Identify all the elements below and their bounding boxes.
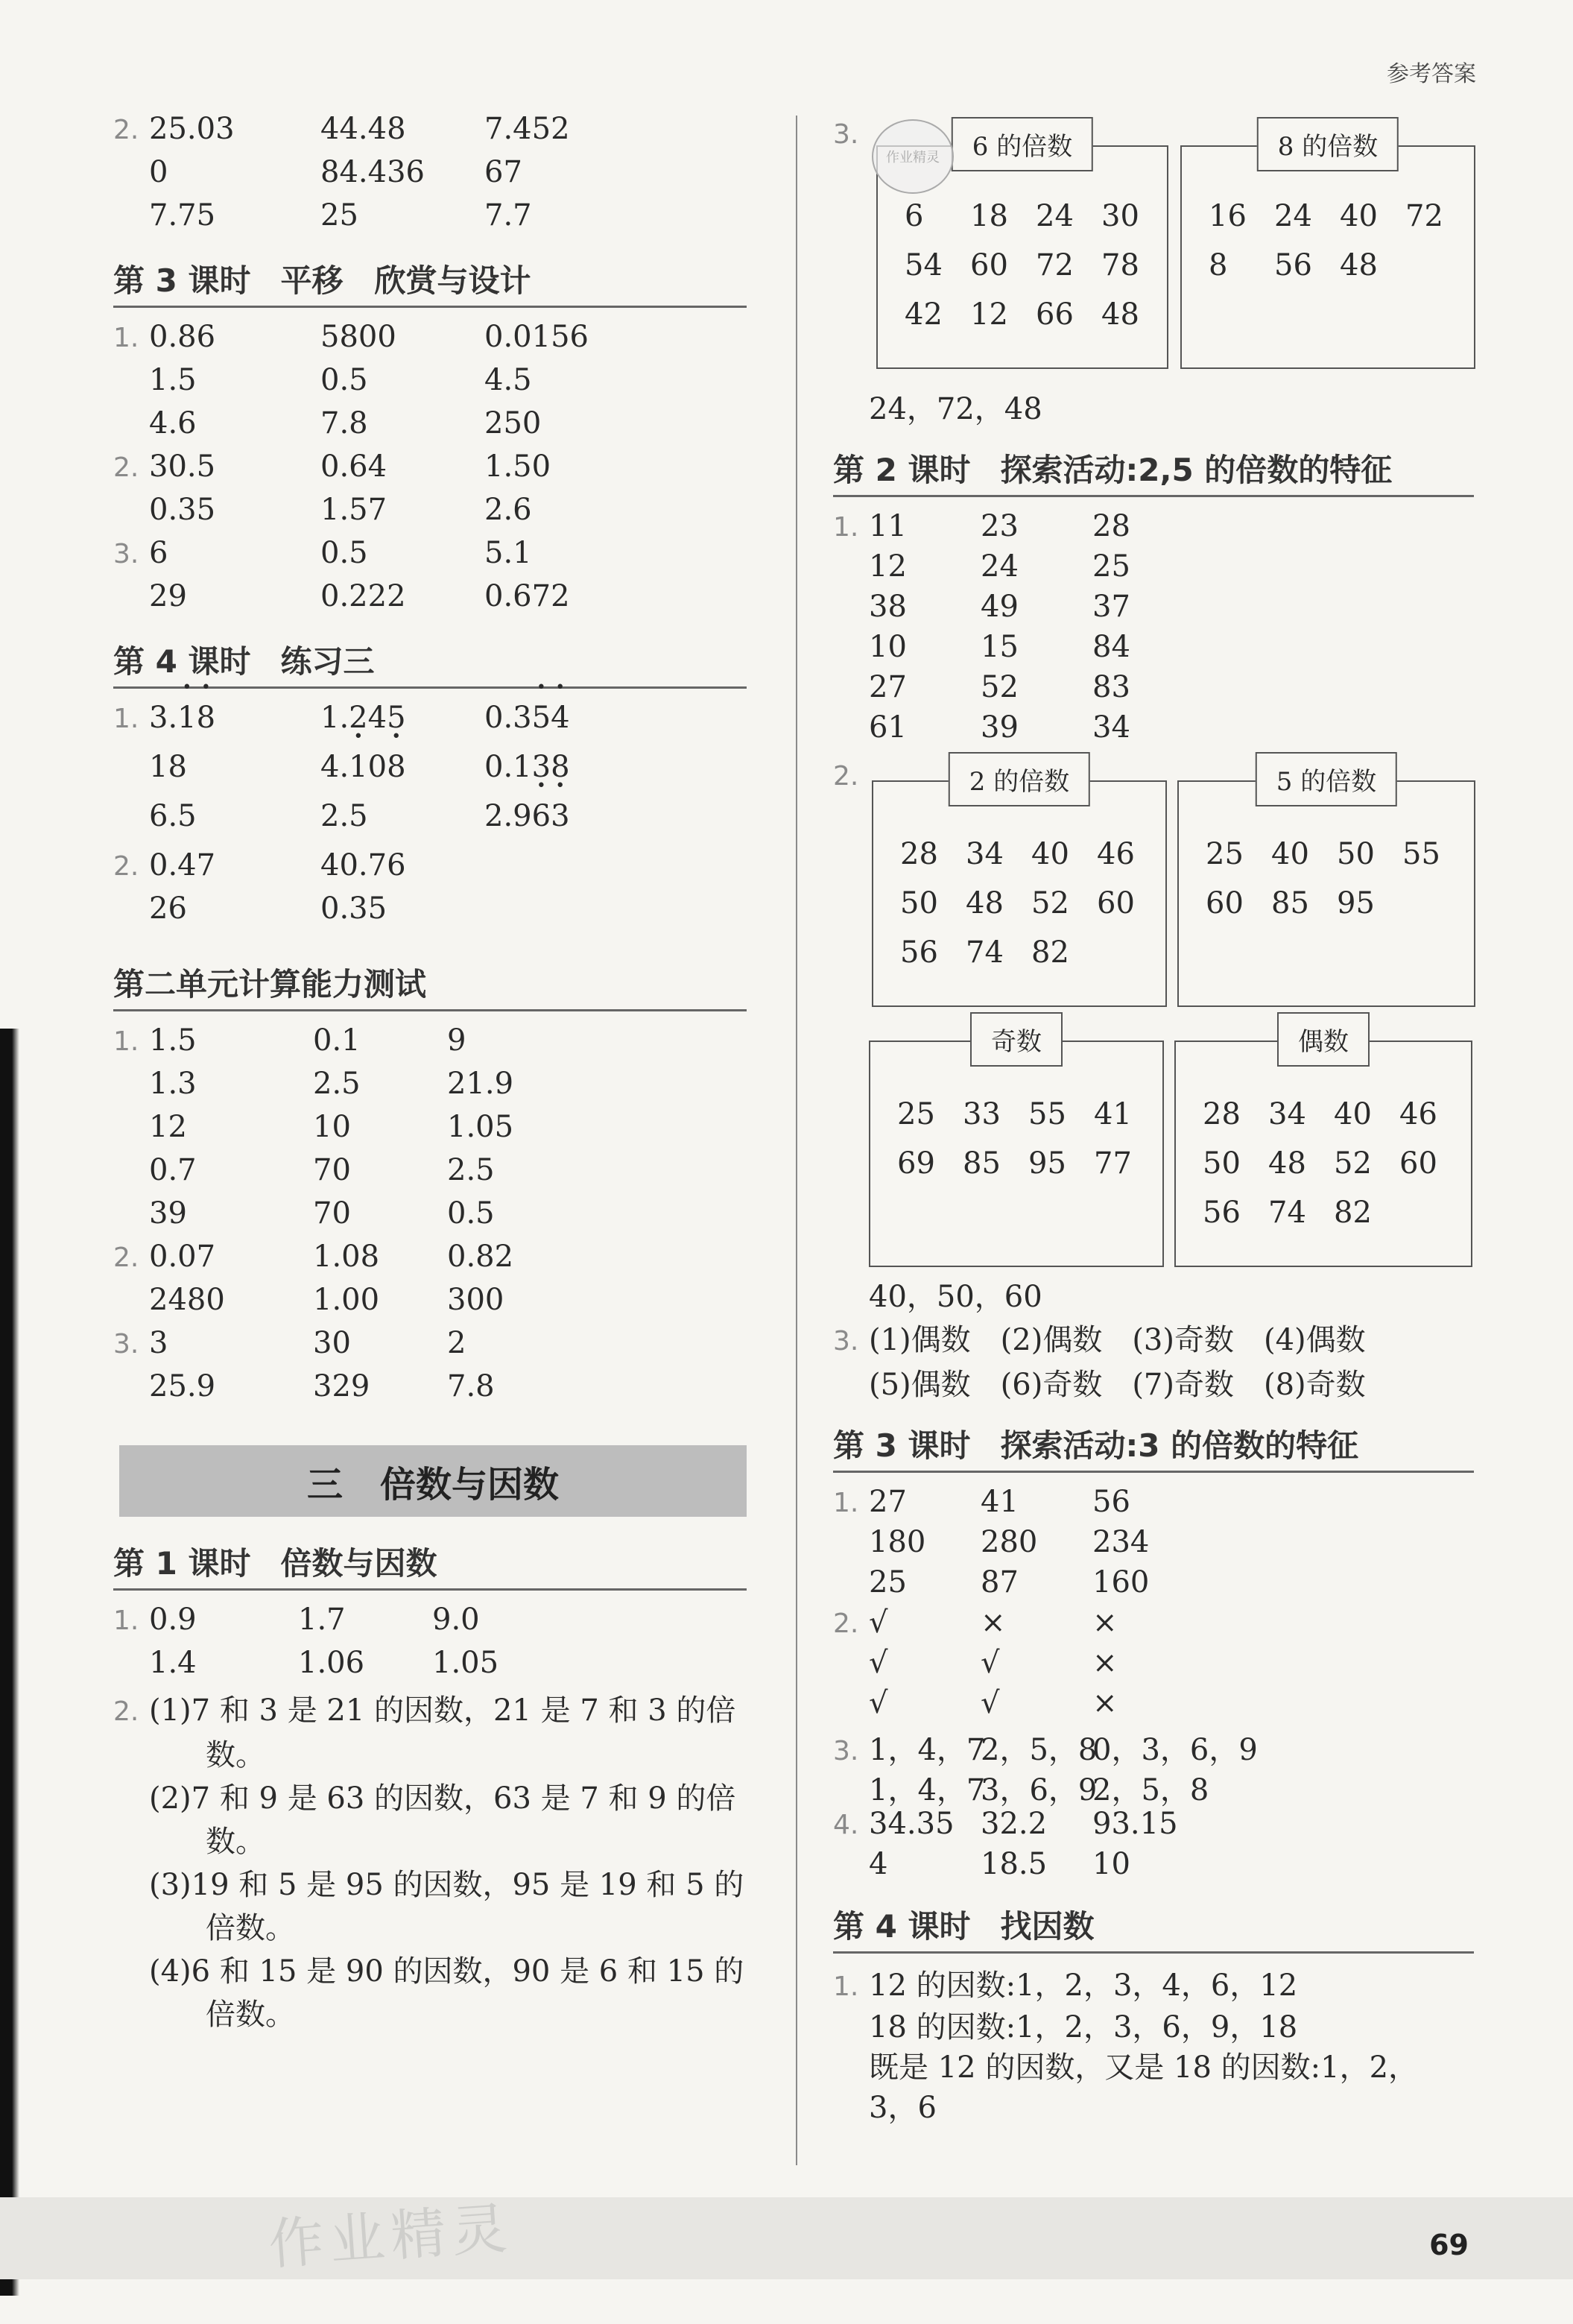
repeating-digit: • 8 <box>387 750 405 784</box>
answer-row: 26 0.35 <box>149 891 387 926</box>
section-title-unit2-test: 第二单元计算能力测试 <box>113 960 747 1011</box>
answer-row: 180 280 234 <box>869 1525 1150 1559</box>
answer-row: 3. 6 0.5 5.1 <box>113 536 532 570</box>
answer-paragraph-cont: 倍数。 <box>206 1998 295 2032</box>
footer-strip <box>0 2197 1573 2279</box>
answer-row: 4.6 7.8 250 <box>149 406 542 441</box>
answer-paragraph: (4)6 和 15 是 90 的因数，90 是 6 和 15 的 <box>149 1954 744 1989</box>
lesson3-right-answers <box>833 1485 1474 1887</box>
repeating-digit: • 6 <box>532 799 551 833</box>
answer-row: 2480 1.00 300 <box>149 1283 504 1317</box>
answer-row: 38 49 37 <box>869 590 1130 624</box>
lesson4-right-answers: 1. 12 的因数:1，2，3，4，6，12 18 的因数:1，2，3，6，9，18 既是 12 的因数，又是 18 的因数:1，2， 3，6 <box>833 1968 1419 2125</box>
section-title-lesson1: 第 1 课时 倍数与因数 <box>113 1539 747 1591</box>
common-multiples: 24，72，48 <box>869 392 1042 426</box>
answer-paragraph-cont: 倍数。 <box>206 1911 295 1945</box>
box-label: 6 的倍数 <box>952 117 1093 171</box>
answer-row: 61 39 34 <box>869 710 1130 745</box>
box-even-numbers: 偶数 28 34 40 46 50 48 52 60 56 74 82 <box>1174 1041 1472 1267</box>
box-multiples-of-2: 2 的倍数 28 34 40 46 50 48 52 60 56 74 82 <box>872 780 1167 1007</box>
section-title-lesson2: 第 2 课时 探索活动:2,5 的倍数的特征 <box>833 446 1474 497</box>
unit2-test-answers <box>113 1023 747 1412</box>
parity-boxes: 2. 2 的倍数 28 34 40 46 50 48 52 60 56 74 82 5 的倍数 25 40 50 55 60 85 95 奇数 25 33 55 41 69 85 95 77 偶数 28 34 40 46 50 48 52 60 56 74 82 <box>833 754 1474 1275</box>
box-multiples-of-5: 5 的倍数 25 40 50 55 60 85 95 <box>1177 780 1475 1007</box>
lesson1-answers <box>113 1603 747 2036</box>
answer-row: 12 24 25 <box>869 549 1130 584</box>
answer-row: 39 70 0.5 <box>149 1196 495 1231</box>
answer-row: 6.5 2.5 2.9• 6• 3 <box>113 799 747 848</box>
section-title-lesson4: 第 4 课时 练习三 <box>113 637 747 689</box>
answer-row: 7.75 25 7.7 <box>149 198 532 233</box>
answer-row: 2. 0.07 1.08 0.82 <box>113 1240 514 1274</box>
answer-row: 4. 34.35 32.2 93.15 <box>833 1807 1178 1841</box>
box-multiples-of-8: 8 的倍数 16 24 40 72 8 56 48 <box>1180 145 1475 369</box>
footer-watermark: 作业精灵 <box>266 2196 516 2278</box>
box-multiples-of-6: 6 的倍数 6 18 24 30 54 60 72 78 42 12 66 48 <box>876 145 1168 369</box>
answer-row: 3. 3 30 2 <box>113 1326 466 1360</box>
answer-row: 1，4，7 3，6，9 2，5，8 <box>869 1773 1209 1807</box>
left-column <box>113 112 747 2036</box>
answer-row: 2. √ × × <box>833 1605 1118 1640</box>
answer-row: 18 4.• 10• 8 0.138 <box>113 750 747 799</box>
answer-row: 10 15 84 <box>869 630 1130 664</box>
answer-row: 1. 27 41 56 <box>833 1485 1130 1519</box>
repeating-digit: • 1 <box>349 750 367 784</box>
answer-paragraph: (2)7 和 9 是 63 的因数，63 是 7 和 9 的倍 <box>149 1781 736 1816</box>
answer-row: √ √ × <box>869 1646 1118 1680</box>
intro-answers <box>113 112 747 241</box>
answer-row: 1. 1.5 0.1 9 <box>113 1023 466 1058</box>
answer-paragraph-cont: 数。 <box>206 1738 265 1772</box>
scan-edge-shadow <box>0 1029 19 2296</box>
answer-row: 12 10 1.05 <box>149 1110 514 1144</box>
section-title-lesson3-right: 第 3 课时 探索活动:3 的倍数的特征 <box>833 1421 1474 1473</box>
repeating-digit: • 3 <box>551 799 569 833</box>
page-number: 69 <box>1429 2229 1469 2261</box>
watermark-stamp: 作业精灵 <box>872 119 954 194</box>
answer-row: 1.5 0.5 4.5 <box>149 363 532 397</box>
answer-paragraph: (3)19 和 5 是 95 的因数，95 是 19 和 5 的 <box>149 1868 744 1902</box>
answer-row: 1. 0.9 1.7 9.0 <box>113 1603 480 1637</box>
repeating-digit: • 5 <box>532 701 551 735</box>
section-title-lesson3: 第 3 课时 平移 欣赏与设计 <box>113 256 747 308</box>
answer-row: 1. 11 23 28 <box>833 509 1130 543</box>
header-label: 参考答案 <box>1387 61 1476 87</box>
answer-row: 2. 25.03 44.48 7.452 <box>113 112 570 146</box>
answer-row: 3. 1，4，7 2，5，8 0，3，6，9 <box>833 1733 1258 1767</box>
common-multiples-2-5: 40，50，60 <box>869 1280 1042 1314</box>
answer-row: 1.4 1.06 1.05 <box>149 1646 499 1680</box>
answer-row: 29 0.222 0.672 <box>149 579 570 613</box>
answer-row: 0.7 70 2.5 <box>149 1153 495 1187</box>
answer-row: 4 18.5 10 <box>869 1847 1130 1881</box>
right-column <box>833 112 1474 2128</box>
unit-banner: 三 倍数与因数 <box>119 1445 747 1517</box>
answer-row: 1. 0.86 5800 0.0156 <box>113 320 589 354</box>
repeating-digit: • 4 <box>551 701 569 735</box>
answer-row: 1.3 2.5 21.9 <box>149 1067 514 1101</box>
answer-row: 2. 30.5 0.64 1.50 <box>113 449 551 484</box>
answer-row: √ √ × <box>869 1686 1118 1720</box>
question-number: 3. <box>833 119 859 150</box>
section-title-lesson4-right: 第 4 课时 找因数 <box>833 1902 1474 1954</box>
answer-row: 0.35 1.57 2.6 <box>149 493 532 527</box>
answer-row: 25.9 329 7.8 <box>149 1369 495 1403</box>
answer-row: 0 84.436 67 <box>149 155 522 189</box>
lesson2-answers <box>833 509 1474 751</box>
answer-row: 27 52 83 <box>869 670 1130 704</box>
box-odd-numbers: 奇数 25 33 55 41 69 85 95 77 <box>869 1041 1164 1267</box>
answer-row: 2. 0.47 40.76 <box>113 848 406 882</box>
answer-row: 1. 3.• 1• 8 1.245 0.3• 5• 4 <box>113 701 747 750</box>
parity-answers-cont: (5)偶数 (6)奇数 (7)奇数 (8)奇数 <box>869 1368 1366 1402</box>
box-label: 8 的倍数 <box>1257 117 1399 171</box>
repeating-digit: • 8 <box>197 701 215 735</box>
lesson4-answers <box>113 701 747 935</box>
lesson3-answers <box>113 320 747 622</box>
answer-row: 25 87 160 <box>869 1565 1150 1600</box>
parity-answers: 3. (1)偶数 (2)偶数 (3)奇数 (4)偶数 <box>833 1323 1366 1357</box>
column-divider <box>796 116 797 2165</box>
answer-paragraph: 2. (1)7 和 3 是 21 的因数，21 是 7 和 3 的倍 <box>113 1693 736 1728</box>
answer-paragraph-cont: 数。 <box>206 1825 265 1859</box>
repeating-digit: • 1 <box>177 701 196 735</box>
